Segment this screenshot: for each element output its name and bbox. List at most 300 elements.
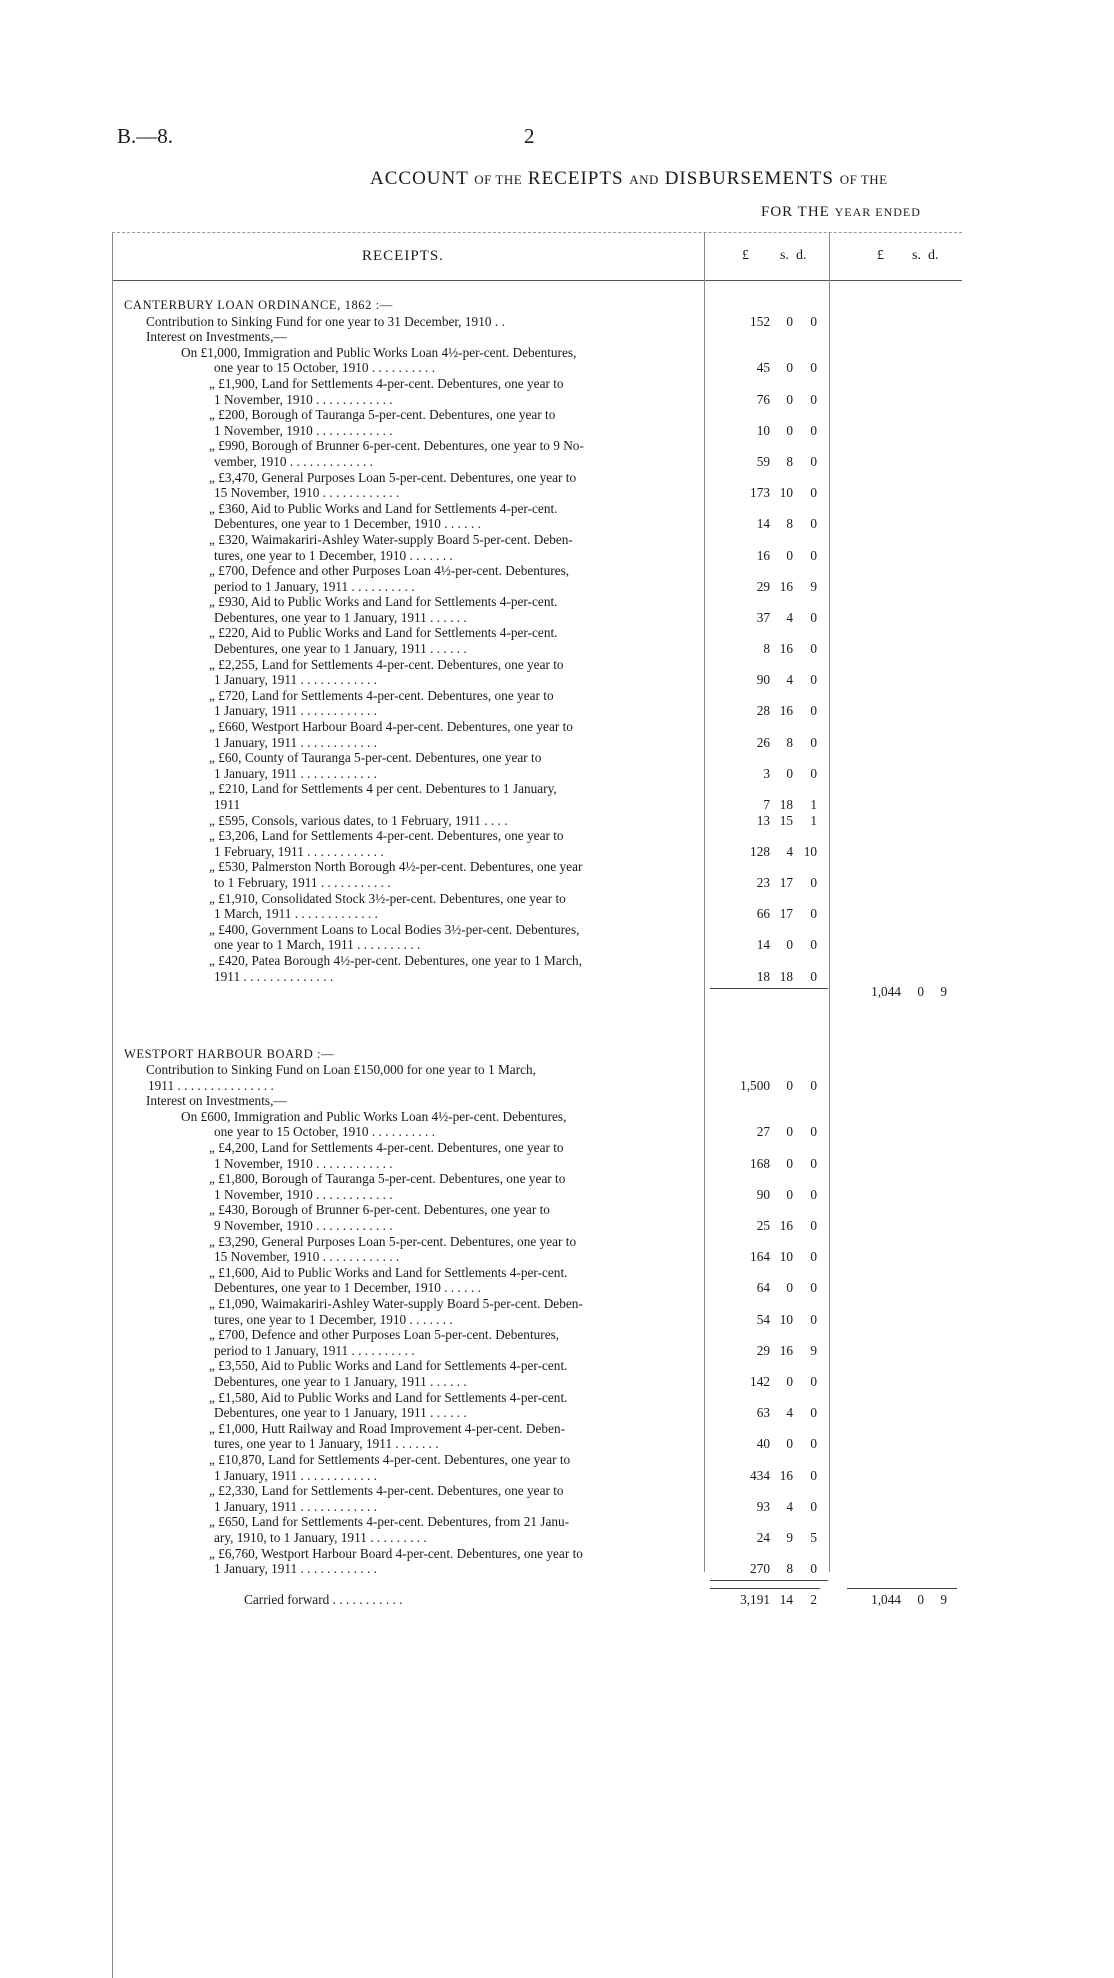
- pence-value: 0: [810, 313, 817, 329]
- item-description: 1 January, 1911 . . . . . . . . . . . .: [214, 1498, 377, 1514]
- item-description: „ £210, Land for Settlements 4 per cent. Debentures to 1 January,: [209, 781, 557, 797]
- item-description: „ £595, Consols, various dates, to 1 February, 1911 . . . .: [209, 812, 508, 828]
- pounds-value: 28: [756, 703, 770, 719]
- table-row: [112, 376, 962, 392]
- table-row: [112, 1000, 962, 1016]
- pounds-value: 152: [750, 313, 770, 329]
- table-row: [112, 813, 962, 829]
- sd-heading: s. d.: [780, 248, 807, 263]
- item-description: 1911: [214, 797, 241, 812]
- pounds-value: 27: [756, 1124, 770, 1140]
- shillings-value: 0: [786, 547, 793, 563]
- table-row: [112, 1421, 962, 1437]
- pence-value: 0: [810, 937, 817, 953]
- table-row: [112, 1312, 962, 1328]
- shillings-value: 18: [779, 968, 793, 984]
- pounds-value: 13: [756, 812, 770, 828]
- table-row: [112, 844, 962, 860]
- page-ref: B.—8.: [117, 124, 174, 148]
- table-row: [112, 1514, 962, 1530]
- table-row: [112, 345, 962, 361]
- pence-value: 0: [810, 734, 817, 750]
- table-row: [112, 766, 962, 782]
- title-word: OF THE: [839, 172, 888, 187]
- shillings-value: 10: [779, 485, 793, 501]
- item-description: „ £10,870, Land for Settlements 4-per-cent. Debentures, one year to: [209, 1451, 571, 1467]
- item-description: period to 1 January, 1911 . . . . . . . . . .: [214, 1342, 415, 1358]
- item-description: „ £60, County of Tauranga 5-per-cent. Debentures, one year to: [209, 750, 542, 766]
- item-description: „ £360, Aid to Public Works and Land for Settlements 4-per-cent.: [209, 500, 558, 516]
- item-description: „ £3,206, Land for Settlements 4-per-cent. Debentures, one year to: [209, 828, 564, 844]
- pence-value: 0: [810, 1124, 817, 1140]
- table-top-rule: [112, 232, 962, 233]
- shillings-value: 4: [786, 843, 793, 859]
- table-row: [112, 1171, 962, 1187]
- pence-value: 9: [810, 1342, 817, 1358]
- shillings-value: 16: [779, 1218, 793, 1234]
- shillings-value: 16: [779, 703, 793, 719]
- pounds-value: 18: [756, 968, 770, 984]
- table-row: [112, 532, 962, 548]
- shillings-value: 10: [779, 1249, 793, 1265]
- item-description: 1 January, 1911 . . . . . . . . . . . .: [214, 765, 377, 781]
- item-description: On £1,000, Immigration and Public Works Loan 4½-per-cent. Debentures,: [181, 344, 577, 360]
- table-row: [112, 828, 962, 844]
- item-description: tures, one year to 1 January, 1911 . . . . . . .: [214, 1436, 439, 1452]
- pence-value: 1: [810, 812, 817, 828]
- item-description: to 1 February, 1911 . . . . . . . . . . .: [214, 874, 391, 890]
- pounds-value: 26: [756, 734, 770, 750]
- item-description: one year to 1 March, 1911 . . . . . . . . . .: [214, 937, 421, 953]
- pence-value: 0: [810, 453, 817, 469]
- receipts-heading: RECEIPTS.: [362, 248, 444, 264]
- table-row: [112, 548, 962, 564]
- table-row: [112, 797, 962, 813]
- item-description: tures, one year to 1 December, 1910 . . . . . . .: [214, 547, 453, 563]
- item-description: 1 November, 1910 . . . . . . . . . . . .: [214, 422, 393, 438]
- page-title: [370, 168, 888, 190]
- shillings-value: 0: [786, 422, 793, 438]
- item-description: „ £430, Borough of Brunner 6-per-cent. Debentures, one year to: [209, 1202, 550, 1218]
- shillings-value: 8: [786, 734, 793, 750]
- shillings-value: 0: [786, 313, 793, 329]
- table-row: [112, 563, 962, 579]
- item-description: „ £320, Waimakariri-Ashley Water-supply Board 5-per-cent. Deben-: [209, 531, 573, 547]
- item-description: „ £1,900, Land for Settlements 4-per-cent. Debentures, one year to: [209, 375, 564, 391]
- section-heading-row: [112, 298, 962, 314]
- table-row: [112, 1468, 962, 1484]
- pence-value: 0: [810, 1405, 817, 1421]
- shillings-value: 0: [786, 391, 793, 407]
- shillings-value: 0: [917, 1592, 924, 1608]
- table-row: [112, 329, 962, 345]
- table-row: [112, 1187, 962, 1203]
- shillings-value: 0: [786, 1186, 793, 1202]
- item-description: one year to 15 October, 1910 . . . . . . . . . .: [214, 360, 436, 376]
- item-description: 1 January, 1911 . . . . . . . . . . . .: [214, 672, 377, 688]
- table-row: [112, 423, 962, 439]
- shillings-value: 4: [786, 609, 793, 625]
- table-row: [112, 1343, 962, 1359]
- item-description: Contribution to Sinking Fund for one year to 31 December, 1910 . .: [146, 313, 505, 329]
- table-row: [112, 1218, 962, 1234]
- item-description: „ £1,580, Aid to Public Works and Land for Settlements 4-per-cent.: [209, 1389, 568, 1405]
- pounds-value: 90: [756, 672, 770, 688]
- table-row: [112, 719, 962, 735]
- shillings-value: 16: [779, 641, 793, 657]
- pounds-value: 16: [756, 547, 770, 563]
- shillings-value: 0: [786, 360, 793, 376]
- shillings-value: 9: [786, 1529, 793, 1545]
- pence-value: 5: [810, 1529, 817, 1545]
- table-row: [112, 1483, 962, 1499]
- item-description: „ £200, Borough of Tauranga 5-per-cent. Debentures, one year to: [209, 407, 556, 423]
- pence-value: 0: [810, 1436, 817, 1452]
- item-description: Debentures, one year to 1 December, 1910 . . . . . .: [214, 1280, 481, 1296]
- item-description: Debentures, one year to 1 January, 1911 . . . . . .: [214, 641, 467, 657]
- pence-value: 0: [810, 1561, 817, 1577]
- pound-heading: £: [877, 248, 884, 263]
- item-description: Contribution to Sinking Fund on Loan £150,000 for one year to 1 March,: [146, 1062, 536, 1078]
- table-row: [112, 1015, 962, 1031]
- pounds-value: 24: [756, 1529, 770, 1545]
- item-description: Debentures, one year to 1 January, 1911 . . . . . .: [214, 1405, 467, 1421]
- table-row: [112, 953, 962, 969]
- item-description: Interest on Investments,—: [146, 1093, 287, 1109]
- pence-value: 1: [810, 797, 817, 812]
- shillings-value: 4: [786, 672, 793, 688]
- pounds-value: 7: [763, 797, 770, 812]
- pounds-value: 76: [756, 391, 770, 407]
- pounds-value: 142: [750, 1373, 770, 1389]
- title-word: RECEIPTS: [527, 168, 624, 189]
- table-row: [112, 594, 962, 610]
- item-description: „ £2,255, Land for Settlements 4-per-cent. Debentures, one year to: [209, 656, 564, 672]
- table-row: [112, 735, 962, 751]
- title-word: AND: [629, 172, 659, 187]
- pounds-value: 8: [763, 641, 770, 657]
- subtitle-word: YEAR ENDED: [834, 205, 921, 219]
- item-description: 9 November, 1910 . . . . . . . . . . . .: [214, 1218, 393, 1234]
- pounds-value: 59: [756, 453, 770, 469]
- item-description: Carried forward . . . . . . . . . . .: [244, 1592, 403, 1608]
- shillings-value: 15: [779, 812, 793, 828]
- pounds-value: 63: [756, 1405, 770, 1421]
- pence-value: 0: [810, 1467, 817, 1483]
- shillings-value: 0: [786, 1077, 793, 1093]
- shillings-value: 17: [779, 874, 793, 890]
- item-description: „ £1,800, Borough of Tauranga 5-per-cent. Debentures, one year to: [209, 1171, 566, 1187]
- item-description: 1 January, 1911 . . . . . . . . . . . .: [214, 1561, 377, 1577]
- item-description: 15 November, 1910 . . . . . . . . . . . .: [214, 485, 400, 501]
- shillings-value: 17: [779, 906, 793, 922]
- shillings-value: 0: [786, 1124, 793, 1140]
- table-row: [112, 1109, 962, 1125]
- item-description: „ £420, Patea Borough 4½-per-cent. Debentures, one year to 1 March,: [209, 952, 583, 968]
- table-row: [112, 407, 962, 423]
- table-row: [112, 438, 962, 454]
- pounds-value: 37: [756, 609, 770, 625]
- table-row: [112, 485, 962, 501]
- pence-value: 0: [810, 1373, 817, 1389]
- table-row: [112, 1374, 962, 1390]
- table-row: [112, 1202, 962, 1218]
- pence-value: 9: [940, 984, 947, 1000]
- table-row: [112, 781, 962, 797]
- pence-value: 0: [810, 516, 817, 532]
- item-description: 1 November, 1910 . . . . . . . . . . . .: [214, 1186, 393, 1202]
- pound-heading: £: [742, 248, 749, 263]
- item-description: „ £650, Land for Settlements 4-per-cent. Debentures, from 21 Janu-: [209, 1514, 570, 1530]
- item-description: „ £4,200, Land for Settlements 4-per-cent. Debentures, one year to: [209, 1140, 564, 1156]
- pence-value: 0: [810, 906, 817, 922]
- shillings-value: 8: [786, 516, 793, 532]
- pounds-value: 14: [756, 937, 770, 953]
- pounds-value: 1,500: [740, 1077, 770, 1093]
- item-description: one year to 15 October, 1910 . . . . . . . . . .: [214, 1124, 436, 1140]
- shillings-value: 0: [917, 984, 924, 1000]
- pounds-value: 29: [756, 1342, 770, 1358]
- item-description: „ £6,760, Westport Harbour Board 4-per-cent. Debentures, one year to: [209, 1545, 583, 1561]
- item-description: 1 January, 1911 . . . . . . . . . . . .: [214, 1467, 377, 1483]
- page-number: 2: [524, 124, 535, 148]
- table-row: [112, 1327, 962, 1343]
- table-row: [112, 1452, 962, 1468]
- page-subtitle: [761, 204, 921, 221]
- pounds-value: 270: [750, 1561, 770, 1577]
- total-rule: [710, 1588, 820, 1589]
- item-description: „ £700, Defence and other Purposes Loan 4½-per-cent. Debentures,: [209, 563, 570, 579]
- item-description: „ £1,090, Waimakariri-Ashley Water-supply Board 5-per-cent. Deben-: [209, 1296, 583, 1311]
- shillings-value: 16: [779, 1342, 793, 1358]
- table-row: [112, 703, 962, 719]
- item-description: 1 March, 1911 . . . . . . . . . . . . .: [214, 906, 378, 922]
- table-row: [112, 922, 962, 938]
- pence-value: 0: [810, 547, 817, 563]
- pence-value: 0: [810, 391, 817, 407]
- pence-value: 0: [810, 1077, 817, 1093]
- pounds-value: 3,191: [740, 1592, 770, 1608]
- table-row: [112, 1156, 962, 1172]
- pounds-value: 164: [750, 1249, 770, 1265]
- pence-value: 0: [810, 1155, 817, 1171]
- section-heading-row: [112, 1047, 962, 1063]
- pence-value: 0: [810, 703, 817, 719]
- pounds-value: 3: [763, 765, 770, 781]
- shillings-value: 0: [786, 1373, 793, 1389]
- item-description: „ £990, Borough of Brunner 6-per-cent. Debentures, one year to 9 No-: [209, 438, 584, 454]
- pounds-value: 10: [756, 422, 770, 438]
- item-description: „ £3,290, General Purposes Loan 5-per-cent. Debentures, one year to: [209, 1233, 577, 1249]
- pounds-value: 1,044: [871, 1592, 901, 1608]
- item-description: „ £400, Government Loans to Local Bodies 3½-per-cent. Debentures,: [209, 921, 580, 937]
- pence-value: 0: [810, 874, 817, 890]
- table-row: [112, 937, 962, 953]
- table-row: [112, 1031, 962, 1047]
- item-description: „ £530, Palmerston North Borough 4½-per-cent. Debentures, one year: [209, 859, 583, 875]
- table-row: [112, 1296, 962, 1312]
- table-row: [112, 1093, 962, 1109]
- table-row: [112, 579, 962, 595]
- pounds-value: 1,044: [871, 984, 901, 1000]
- pence-value: 0: [810, 1311, 817, 1327]
- item-description: 1 November, 1910 . . . . . . . . . . . .: [214, 391, 393, 407]
- pounds-value: 64: [756, 1280, 770, 1296]
- pounds-value: 173: [750, 485, 770, 501]
- table-row: [112, 360, 962, 376]
- item-description: 1 February, 1911 . . . . . . . . . . . .: [214, 843, 384, 859]
- table-body: [112, 298, 962, 1608]
- pence-value: 0: [810, 609, 817, 625]
- shillings-value: 16: [779, 1467, 793, 1483]
- shillings-value: 4: [786, 1498, 793, 1514]
- table-row: [112, 875, 962, 891]
- shillings-value: 0: [786, 937, 793, 953]
- table-row: [112, 625, 962, 641]
- item-description: vember, 1910 . . . . . . . . . . . . .: [214, 453, 374, 469]
- item-description: ary, 1910, to 1 January, 1911 . . . . . . . . .: [214, 1529, 427, 1545]
- item-description: 15 November, 1910 . . . . . . . . . . . .: [214, 1249, 400, 1265]
- pence-value: 0: [810, 765, 817, 781]
- table-row: [112, 1499, 962, 1515]
- pence-value: 0: [810, 968, 817, 984]
- receipts-table: [112, 232, 962, 1978]
- pounds-value: 90: [756, 1186, 770, 1202]
- pence-value: 0: [810, 422, 817, 438]
- pence-value: 0: [810, 1249, 817, 1265]
- shillings-value: 0: [786, 1155, 793, 1171]
- table-row: [112, 1265, 962, 1281]
- table-row: [112, 984, 962, 1000]
- total-rule: [847, 1588, 957, 1589]
- shillings-value: 14: [779, 1592, 793, 1608]
- table-row: [112, 1249, 962, 1265]
- table-row: [112, 1062, 962, 1078]
- item-description: „ £3,470, General Purposes Loan 5-per-cent. Debentures, one year to: [209, 469, 577, 485]
- item-description: „ £660, Westport Harbour Board 4-per-cent. Debentures, one year to: [209, 719, 573, 735]
- shillings-value: 18: [779, 797, 793, 812]
- item-description: 1 January, 1911 . . . . . . . . . . . .: [214, 734, 377, 750]
- pence-value: 2: [810, 1592, 817, 1608]
- table-row: [112, 392, 962, 408]
- table-row: [112, 1280, 962, 1296]
- table-row: [112, 906, 962, 922]
- item-description: „ £930, Aid to Public Works and Land for Settlements 4-per-cent.: [209, 594, 558, 610]
- table-row: [112, 1546, 962, 1562]
- pounds-value: 434: [750, 1467, 770, 1483]
- table-row: [112, 1390, 962, 1406]
- item-description: „ £700, Defence and other Purposes Loan 5-per-cent. Debentures,: [209, 1327, 560, 1343]
- table-row: [112, 1234, 962, 1250]
- item-description: Interest on Investments,—: [146, 329, 287, 345]
- pounds-value: 25: [756, 1218, 770, 1234]
- item-description: 1 November, 1910 . . . . . . . . . . . .: [214, 1155, 393, 1171]
- table-row: [112, 688, 962, 704]
- pence-value: 0: [810, 1186, 817, 1202]
- pence-value: 0: [810, 641, 817, 657]
- table-row: [112, 470, 962, 486]
- table-row: [112, 1577, 962, 1593]
- table-row: [112, 1405, 962, 1421]
- table-row: [112, 610, 962, 626]
- shillings-value: 16: [779, 578, 793, 594]
- title-word: ACCOUNT: [370, 168, 469, 189]
- title-word: DISBURSEMENTS: [664, 168, 834, 189]
- item-description: „ £1,000, Hutt Railway and Road Improvement 4-per-cent. Deben-: [209, 1420, 566, 1436]
- pounds-value: 93: [756, 1498, 770, 1514]
- pounds-value: 23: [756, 874, 770, 890]
- item-description: 1 January, 1911 . . . . . . . . . . . .: [214, 703, 377, 719]
- table-row: [112, 969, 962, 985]
- table-row: [112, 454, 962, 470]
- pence-value: 0: [810, 1498, 817, 1514]
- section-title: WESTPORT HARBOUR BOARD :—: [124, 1046, 335, 1061]
- shillings-value: 0: [786, 765, 793, 781]
- table-row: [112, 1530, 962, 1546]
- carried-forward-row: [112, 1592, 962, 1608]
- pence-value: 0: [810, 672, 817, 688]
- table-row: [112, 501, 962, 517]
- sd-heading: s. d.: [912, 248, 939, 263]
- pence-value: 0: [810, 1280, 817, 1296]
- table-row: [112, 1561, 962, 1577]
- table-row: [112, 641, 962, 657]
- shillings-value: 10: [779, 1311, 793, 1327]
- item-description: „ £2,330, Land for Settlements 4-per-cent. Debentures, one year to: [209, 1483, 564, 1499]
- table-row: [112, 314, 962, 330]
- item-description: „ £1,600, Aid to Public Works and Land for Settlements 4-per-cent.: [209, 1264, 568, 1280]
- table-row: [112, 672, 962, 688]
- pounds-value: 54: [756, 1311, 770, 1327]
- section-title: CANTERBURY LOAN ORDINANCE, 1862 :—: [124, 298, 393, 312]
- table-row: [112, 750, 962, 766]
- table-row: [112, 516, 962, 532]
- item-description: Debentures, one year to 1 December, 1910 . . . . . .: [214, 516, 481, 532]
- item-description: period to 1 January, 1911 . . . . . . . . . .: [214, 578, 415, 594]
- table-row: [112, 859, 962, 875]
- item-description: 1911 . . . . . . . . . . . . . . .: [148, 1077, 274, 1093]
- item-description: „ £1,910, Consolidated Stock 3½-per-cent. Debentures, one year to: [209, 890, 566, 906]
- item-description: „ £720, Land for Settlements 4-per-cent. Debentures, one year to: [209, 687, 554, 703]
- table-row: [112, 1124, 962, 1140]
- shillings-value: 0: [786, 1280, 793, 1296]
- subtitle-word: FOR THE: [761, 204, 830, 220]
- pence-value: 0: [810, 360, 817, 376]
- table-row: [112, 1358, 962, 1374]
- shillings-value: 8: [786, 1561, 793, 1577]
- table-row: [112, 657, 962, 673]
- table-row: [112, 891, 962, 907]
- pounds-value: 168: [750, 1155, 770, 1171]
- pounds-value: 14: [756, 516, 770, 532]
- pounds-value: 45: [756, 360, 770, 376]
- pence-value: 10: [803, 843, 817, 859]
- pence-value: 9: [810, 578, 817, 594]
- pence-value: 9: [940, 1592, 947, 1608]
- item-description: „ £220, Aid to Public Works and Land for Settlements 4-per-cent.: [209, 625, 558, 641]
- pounds-value: 128: [750, 843, 770, 859]
- pounds-value: 29: [756, 578, 770, 594]
- shillings-value: 4: [786, 1405, 793, 1421]
- title-word: OF THE: [474, 172, 523, 187]
- item-description: On £600, Immigration and Public Works Loan 4½-per-cent. Debentures,: [181, 1108, 567, 1124]
- shillings-value: 0: [786, 1436, 793, 1452]
- item-description: Debentures, one year to 1 January, 1911 . . . . . .: [214, 1373, 467, 1389]
- pounds-value: 66: [756, 906, 770, 922]
- item-description: „ £3,550, Aid to Public Works and Land for Settlements 4-per-cent.: [209, 1358, 568, 1374]
- table-header-rule: [112, 280, 962, 281]
- pounds-value: 40: [756, 1436, 770, 1452]
